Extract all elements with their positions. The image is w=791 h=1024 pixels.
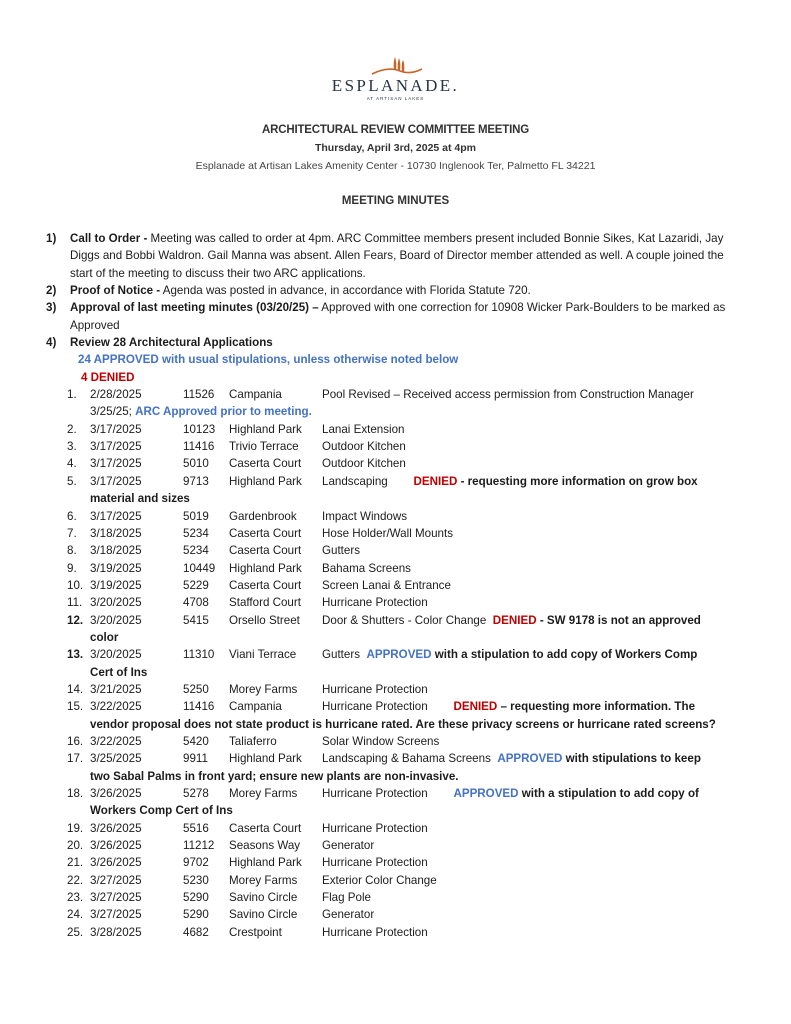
application-row <box>67 889 746 906</box>
application-description: Generator <box>322 839 375 853</box>
application-street: Gardenbrook <box>229 509 297 523</box>
application-address-number: 11310 <box>183 648 215 662</box>
esplanade-logo <box>0 54 791 101</box>
application-number: 9. <box>67 561 77 575</box>
application-street: Highland Park <box>229 561 302 575</box>
application-number: 2. <box>67 422 77 436</box>
application-number: 16. <box>67 734 84 748</box>
application-number: 25. <box>67 925 84 939</box>
denied-summary: 4 DENIED <box>81 370 135 384</box>
status-note: - requesting more information on grow box <box>457 474 698 488</box>
application-date: 3/17/2025 <box>90 509 142 523</box>
application-description: Door & Shutters - Color Change <box>322 613 487 627</box>
section-heading: Review 28 Architectural Applications <box>70 336 273 350</box>
application-description: Exterior Color Change <box>322 873 437 887</box>
application-street: Crestpoint <box>229 925 282 939</box>
cypress-trees-icon <box>366 54 426 78</box>
application-address-number: 11526 <box>183 388 215 402</box>
application-date: 3/20/2025 <box>90 648 142 662</box>
application-row <box>67 577 746 594</box>
application-row <box>67 525 746 542</box>
application-number: 11. <box>67 596 83 610</box>
application-date: 3/27/2025 <box>90 873 142 887</box>
application-number: 17. <box>67 752 84 766</box>
status-note: with a stipulation to add copy of Workers Comp <box>431 648 698 662</box>
section-heading: Call to Order - <box>70 232 148 245</box>
application-date: 3/26/2025 <box>90 821 142 835</box>
section-text: Meeting was called to order at 4pm. ARC Committee members present included Bonnie Sikes, Kat Lazaridi, Jay Diggs and Bobbi Waldron. Gail Manna was absent. Allen Fears, Board of Director member attended as well. A couple joined the start of the meeting to discuss their two ARC applications. <box>70 232 724 280</box>
application-number: 1. <box>67 388 77 402</box>
application-address-number: 5516 <box>183 821 209 835</box>
application-row <box>67 612 746 647</box>
application-number: 8. <box>67 544 77 558</box>
application-description: Hurricane Protection <box>322 700 428 714</box>
application-description: Gutters <box>322 648 361 662</box>
application-street: Highland Park <box>229 474 302 488</box>
application-address-number: 11212 <box>183 839 215 853</box>
application-row <box>67 438 746 455</box>
application-street: Orsello Street <box>229 613 300 627</box>
status-note-continued: color <box>90 630 119 644</box>
application-row <box>67 733 746 750</box>
application-description: Landscaping & Bahama Screens <box>322 752 491 766</box>
section-number: 2) <box>46 284 57 298</box>
status-note: with stipulations to keep <box>562 752 701 766</box>
application-number: 3. <box>67 440 77 454</box>
application-date: 3/17/2025 <box>90 440 142 454</box>
application-address-number: 4682 <box>183 925 209 939</box>
logo-wordmark: ESPLANADE. <box>331 76 460 95</box>
application-street: Campania <box>229 388 282 402</box>
application-row <box>67 698 746 733</box>
application-number: 23. <box>67 891 84 905</box>
application-date: 3/21/2025 <box>90 682 142 696</box>
application-description: Hurricane Protection <box>322 787 428 800</box>
status-badge: APPROVED <box>366 648 432 662</box>
status-badge: DENIED <box>453 700 498 714</box>
application-date: 2/28/2025 <box>90 388 142 402</box>
status-badge: APPROVED <box>497 752 563 766</box>
section-call-to-order <box>46 230 746 282</box>
application-date: 3/26/2025 <box>90 787 142 800</box>
application-address-number: 5229 <box>183 578 209 592</box>
application-number: 15. <box>67 700 84 714</box>
application-description: Generator <box>322 908 375 922</box>
application-address-number: 9702 <box>183 856 209 870</box>
document-title: ARCHITECTURAL REVIEW COMMITTEE MEETING <box>262 124 529 136</box>
application-description: Hurricane Protection <box>322 682 428 696</box>
application-address-number: 11416 <box>183 440 215 454</box>
application-street: Stafford Court <box>229 596 301 610</box>
application-street: Caserta Court <box>229 821 302 835</box>
application-number: 14. <box>67 682 84 696</box>
application-row <box>67 560 746 577</box>
application-description: Lanai Extension <box>322 422 405 436</box>
application-row <box>67 421 746 438</box>
application-street: Savino Circle <box>229 891 298 905</box>
application-number: 20. <box>67 839 84 853</box>
application-note: 3/25/25; <box>90 405 136 419</box>
application-date: 3/17/2025 <box>90 474 142 488</box>
application-address-number: 5290 <box>183 908 209 922</box>
application-description: Landscaping <box>322 474 388 488</box>
application-street: Highland Park <box>229 856 302 870</box>
status-badge: DENIED <box>413 474 458 488</box>
section-title: MEETING MINUTES <box>341 195 450 207</box>
status-note-continued: Workers Comp Cert of Ins <box>90 804 233 818</box>
application-row <box>67 386 746 421</box>
application-address-number: 5420 <box>183 734 209 748</box>
application-description: Hurricane Protection <box>322 925 428 939</box>
section-number: 1) <box>46 232 57 245</box>
application-address-number: 5019 <box>183 509 209 523</box>
application-description: Hurricane Protection <box>322 856 428 870</box>
application-number: 6. <box>67 509 77 523</box>
application-address-number: 10449 <box>183 561 216 575</box>
application-street: Seasons Way <box>229 839 301 853</box>
application-date: 3/19/2025 <box>90 578 142 592</box>
section-text: Approved with one correction for 10908 Wicker Park-Boulders to be marked as Approved <box>70 301 726 332</box>
application-street: Savino Circle <box>229 908 298 922</box>
status-note: - SW 9178 is not an approved <box>536 613 701 627</box>
application-number: 19. <box>67 821 84 835</box>
application-street: Caserta Court <box>229 457 302 471</box>
application-description: Hose Holder/Wall Mounts <box>322 526 454 540</box>
application-date: 3/17/2025 <box>90 422 142 436</box>
application-address-number: 5234 <box>183 526 209 540</box>
status-note: with a stipulation to add copy of <box>518 787 699 800</box>
application-row <box>67 473 746 508</box>
application-street: Viani Terrace <box>229 648 297 662</box>
application-number: 13. <box>67 648 84 662</box>
application-description: Hurricane Protection <box>322 821 428 835</box>
application-date: 3/27/2025 <box>90 891 142 905</box>
application-address-number: 5415 <box>183 613 209 627</box>
status-note: – requesting more information. The <box>497 700 696 714</box>
minutes-body <box>46 230 746 941</box>
application-date: 3/22/2025 <box>90 734 142 748</box>
application-street: Highland Park <box>229 752 302 766</box>
application-street: Highland Park <box>229 422 302 436</box>
section-approval-of-minutes <box>46 299 746 334</box>
status-badge: APPROVED <box>453 787 519 800</box>
applications-list <box>46 386 746 941</box>
meeting-location: Esplanade at Artisan Lakes Amenity Center - 10730 Inglenook Ter, Palmetto FL 34221 <box>195 160 596 172</box>
application-number: 10. <box>67 578 84 592</box>
application-street: Trivio Terrace <box>229 440 299 454</box>
application-row <box>67 594 746 611</box>
status-badge: DENIED <box>492 613 537 627</box>
status-note-continued: Cert of Ins <box>90 665 148 679</box>
application-description: Outdoor Kitchen <box>322 440 406 454</box>
section-heading: Proof of Notice - <box>70 284 161 298</box>
application-street: Morey Farms <box>229 682 298 696</box>
application-row <box>67 785 746 820</box>
application-number: 18. <box>67 787 84 800</box>
application-row <box>67 681 746 698</box>
application-date: 3/18/2025 <box>90 526 142 540</box>
application-street: Morey Farms <box>229 787 298 800</box>
application-address-number: 9911 <box>183 752 208 766</box>
application-address-number: 9713 <box>183 474 209 488</box>
application-address-number: 5234 <box>183 544 209 558</box>
application-address-number: 5230 <box>183 873 209 887</box>
application-number: 4. <box>67 457 77 471</box>
application-row <box>67 872 746 889</box>
application-street: Taliaferro <box>229 734 277 748</box>
application-number: 22. <box>67 873 84 887</box>
meeting-date: Thursday, April 3rd, 2025 at 4pm <box>314 142 477 154</box>
section-number: 4) <box>46 336 57 350</box>
application-address-number: 11416 <box>183 700 215 714</box>
application-description: Screen Lanai & Entrance <box>322 578 451 592</box>
application-date: 3/19/2025 <box>90 561 142 575</box>
application-row <box>67 508 746 525</box>
application-date: 3/25/2025 <box>90 752 142 766</box>
application-street: Caserta Court <box>229 578 302 592</box>
section-heading: Approval of last meeting minutes (03/20/25) – <box>70 301 319 315</box>
application-address-number: 4708 <box>183 596 209 610</box>
application-date: 3/27/2025 <box>90 908 142 922</box>
application-street: Caserta Court <box>229 544 302 558</box>
application-description: Bahama Screens <box>322 561 411 575</box>
application-description: Hurricane Protection <box>322 596 428 610</box>
application-address-number: 5278 <box>183 787 209 800</box>
application-date: 3/20/2025 <box>90 596 142 610</box>
application-date: 3/17/2025 <box>90 457 142 471</box>
status-note-continued: two Sabal Palms in front yard; ensure new plants are non-invasive. <box>90 769 459 783</box>
application-date: 3/22/2025 <box>90 700 142 714</box>
application-date: 3/26/2025 <box>90 839 142 853</box>
application-row <box>67 837 746 854</box>
application-street: Campania <box>229 700 282 714</box>
application-number: 5. <box>67 474 77 488</box>
application-description: Gutters <box>322 544 361 558</box>
application-row <box>67 455 746 472</box>
approved-summary: 24 APPROVED with usual stipulations, unless otherwise noted below <box>78 353 459 367</box>
application-date: 3/26/2025 <box>90 856 142 870</box>
application-address-number: 10123 <box>183 422 216 436</box>
application-description: Flag Pole <box>322 891 371 905</box>
application-number: 24. <box>67 908 84 922</box>
section-proof-of-notice <box>46 282 746 299</box>
application-number: 21. <box>67 856 84 870</box>
application-description: Solar Window Screens <box>322 734 440 748</box>
logo-tagline: AT ARTISAN LAKES <box>366 96 425 101</box>
application-street: Caserta Court <box>229 526 302 540</box>
application-date: 3/20/2025 <box>90 613 142 627</box>
approval-note: ARC Approved prior to meeting. <box>135 405 312 419</box>
application-row <box>67 750 746 785</box>
application-row <box>67 542 746 559</box>
application-row <box>67 924 746 941</box>
application-address-number: 5010 <box>183 457 209 471</box>
application-street: Morey Farms <box>229 873 298 887</box>
application-number: 12. <box>67 613 84 627</box>
application-description: Impact Windows <box>322 509 408 523</box>
application-description: Outdoor Kitchen <box>322 457 406 471</box>
application-row <box>67 646 746 681</box>
application-row <box>67 820 746 837</box>
application-date: 3/28/2025 <box>90 925 142 939</box>
application-row <box>67 854 746 871</box>
section-number: 3) <box>46 301 57 315</box>
application-number: 7. <box>67 526 77 540</box>
section-text: Agenda was posted in advance, in accordance with Florida Statute 720. <box>160 284 531 298</box>
application-address-number: 5290 <box>183 891 209 905</box>
application-description: Pool Revised – Received access permission from Construction Manager <box>322 388 694 402</box>
application-address-number: 5250 <box>183 682 209 696</box>
status-note-continued: material and sizes <box>90 492 190 506</box>
application-row <box>67 906 746 923</box>
status-note-continued: vendor proposal does not state product is hurricane rated. Are these privacy screens or hurricane rated screens? <box>90 717 716 731</box>
section-review-applications <box>46 334 746 351</box>
application-date: 3/18/2025 <box>90 544 142 558</box>
